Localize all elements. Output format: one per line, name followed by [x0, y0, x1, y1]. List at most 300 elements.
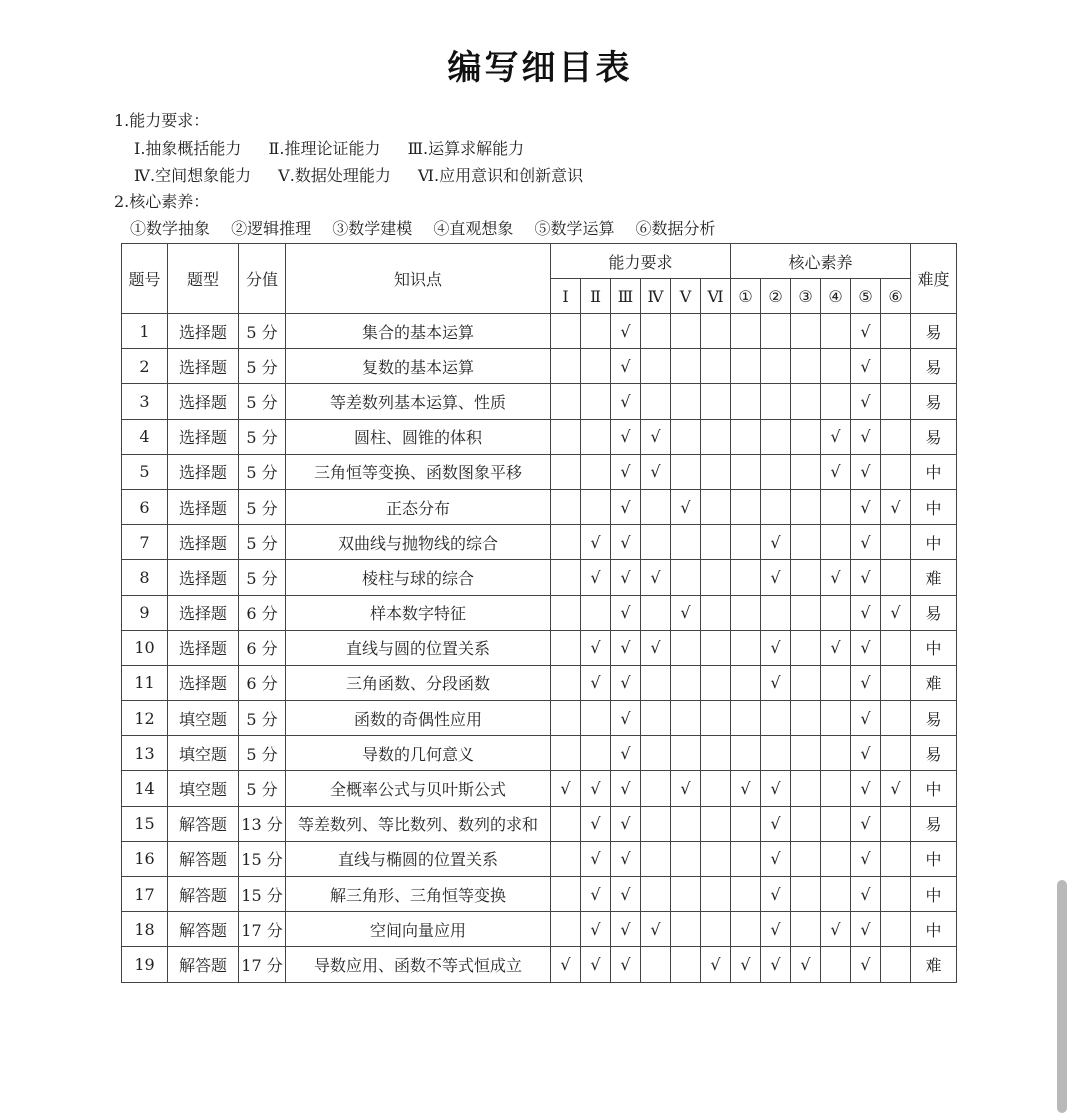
cell-literacy — [821, 595, 851, 630]
cell-number: 17 — [122, 877, 168, 912]
cell-literacy — [791, 525, 821, 560]
cell-literacy: √ — [851, 630, 881, 665]
cell-difficulty: 中 — [911, 912, 957, 947]
cell-literacy — [791, 595, 821, 630]
cell-knowledge: 圆柱、圆锥的体积 — [286, 419, 551, 454]
cell-literacy — [791, 560, 821, 595]
cell-literacy — [731, 736, 761, 771]
cell-ability — [641, 489, 671, 524]
cell-knowledge: 等差数列、等比数列、数列的求和 — [286, 806, 551, 841]
cell-literacy: √ — [761, 630, 791, 665]
cell-number: 7 — [122, 525, 168, 560]
table-row — [122, 701, 957, 736]
cell-ability — [701, 701, 731, 736]
cell-ability — [701, 912, 731, 947]
cell-literacy — [761, 595, 791, 630]
cell-score: 17 分 — [239, 947, 286, 982]
cell-ability: √ — [611, 947, 641, 982]
cell-ability — [641, 841, 671, 876]
cell-literacy: √ — [851, 384, 881, 419]
cell-literacy — [821, 701, 851, 736]
ability-item: Ⅵ.应用意识和创新意识 — [417, 166, 584, 185]
cell-difficulty: 易 — [911, 384, 957, 419]
cell-ability — [671, 349, 701, 384]
cell-literacy: √ — [731, 947, 761, 982]
cell-knowledge: 三角函数、分段函数 — [286, 665, 551, 700]
cell-literacy: √ — [761, 841, 791, 876]
cell-difficulty: 中 — [911, 489, 957, 524]
cell-difficulty: 难 — [911, 665, 957, 700]
cell-ability: √ — [581, 771, 611, 806]
cell-number: 4 — [122, 419, 168, 454]
cell-type: 填空题 — [168, 771, 239, 806]
cell-literacy — [731, 314, 761, 349]
cell-literacy — [791, 841, 821, 876]
cell-ability — [671, 736, 701, 771]
cell-type: 选择题 — [168, 489, 239, 524]
cell-knowledge: 解三角形、三角恒等变换 — [286, 877, 551, 912]
cell-difficulty: 易 — [911, 419, 957, 454]
cell-literacy: √ — [881, 489, 911, 524]
cell-score: 5 分 — [239, 384, 286, 419]
table-row — [122, 489, 957, 524]
cell-ability — [551, 841, 581, 876]
cell-ability — [671, 454, 701, 489]
cell-ability — [701, 560, 731, 595]
cell-ability — [701, 454, 731, 489]
cell-score: 5 分 — [239, 701, 286, 736]
cell-knowledge: 棱柱与球的综合 — [286, 560, 551, 595]
cell-ability — [551, 525, 581, 560]
cell-literacy — [731, 525, 761, 560]
table-row — [122, 349, 957, 384]
cell-type: 解答题 — [168, 877, 239, 912]
cell-type: 选择题 — [168, 349, 239, 384]
cell-literacy — [821, 877, 851, 912]
table-row — [122, 630, 957, 665]
cell-type: 选择题 — [168, 525, 239, 560]
cell-ability — [581, 384, 611, 419]
cell-literacy — [881, 349, 911, 384]
cell-type: 选择题 — [168, 630, 239, 665]
cell-literacy — [821, 314, 851, 349]
cell-difficulty: 中 — [911, 771, 957, 806]
cell-literacy — [791, 806, 821, 841]
cell-score: 6 分 — [239, 595, 286, 630]
literacy-heading: 2.核心素养： — [114, 192, 210, 211]
cell-difficulty: 中 — [911, 525, 957, 560]
header-difficulty: 难度 — [911, 244, 957, 314]
cell-literacy — [731, 701, 761, 736]
cell-literacy — [791, 877, 821, 912]
header-type: 题型 — [168, 244, 239, 314]
cell-literacy: √ — [731, 771, 761, 806]
literacy-item: ④直观想象 — [433, 219, 514, 238]
cell-score: 5 分 — [239, 419, 286, 454]
cell-literacy — [731, 806, 761, 841]
cell-ability: √ — [611, 454, 641, 489]
cell-ability — [671, 314, 701, 349]
cell-type: 选择题 — [168, 384, 239, 419]
cell-ability — [701, 384, 731, 419]
cell-difficulty: 易 — [911, 806, 957, 841]
cell-score: 15 分 — [239, 841, 286, 876]
cell-literacy: √ — [851, 771, 881, 806]
cell-ability — [701, 630, 731, 665]
cell-ability: √ — [611, 595, 641, 630]
cell-literacy — [881, 877, 911, 912]
header-literacy-col: ③ — [791, 279, 821, 314]
cell-literacy: √ — [821, 419, 851, 454]
ability-item: Ⅴ.数据处理能力 — [278, 166, 391, 185]
cell-ability: √ — [611, 560, 641, 595]
cell-literacy: √ — [851, 560, 881, 595]
page-title: 编写细目表 — [447, 48, 633, 88]
literacy-item: ⑥数据分析 — [635, 219, 716, 238]
cell-ability: √ — [611, 314, 641, 349]
cell-ability — [701, 595, 731, 630]
literacy-list — [130, 216, 732, 239]
header-ability-col: Ⅳ — [641, 279, 671, 314]
cell-ability — [641, 314, 671, 349]
cell-literacy: √ — [821, 912, 851, 947]
cell-literacy — [731, 665, 761, 700]
cell-literacy — [881, 841, 911, 876]
table-row — [122, 771, 957, 806]
cell-ability: √ — [581, 912, 611, 947]
header-ability-col: Ⅴ — [671, 279, 701, 314]
cell-ability: √ — [611, 384, 641, 419]
cell-literacy — [881, 806, 911, 841]
cell-literacy — [731, 595, 761, 630]
cell-literacy: √ — [851, 489, 881, 524]
table-row — [122, 665, 957, 700]
table-row — [122, 947, 957, 982]
cell-literacy: √ — [851, 806, 881, 841]
cell-literacy — [821, 947, 851, 982]
cell-type: 解答题 — [168, 841, 239, 876]
cell-literacy: √ — [761, 877, 791, 912]
cell-number: 5 — [122, 454, 168, 489]
table-row — [122, 595, 957, 630]
cell-literacy — [731, 630, 761, 665]
table-body — [122, 314, 957, 983]
cell-ability: √ — [611, 489, 641, 524]
cell-literacy — [791, 314, 821, 349]
cell-ability: √ — [671, 595, 701, 630]
cell-literacy — [821, 665, 851, 700]
cell-ability — [641, 384, 671, 419]
cell-ability — [641, 877, 671, 912]
header-ability-col: Ⅰ — [551, 279, 581, 314]
spec-table — [121, 243, 957, 983]
cell-score: 17 分 — [239, 912, 286, 947]
cell-ability: √ — [611, 771, 641, 806]
cell-ability — [551, 701, 581, 736]
cell-ability — [671, 630, 701, 665]
cell-difficulty: 难 — [911, 947, 957, 982]
cell-ability — [701, 665, 731, 700]
cell-number: 10 — [122, 630, 168, 665]
cell-knowledge: 集合的基本运算 — [286, 314, 551, 349]
cell-knowledge: 正态分布 — [286, 489, 551, 524]
cell-literacy: √ — [851, 349, 881, 384]
cell-score: 5 分 — [239, 314, 286, 349]
cell-literacy — [881, 384, 911, 419]
header-ability-col: Ⅱ — [581, 279, 611, 314]
literacy-item: ⑤数学运算 — [534, 219, 615, 238]
cell-ability: √ — [581, 877, 611, 912]
cell-literacy: √ — [851, 525, 881, 560]
cell-literacy — [791, 349, 821, 384]
cell-knowledge: 直线与圆的位置关系 — [286, 630, 551, 665]
cell-ability: √ — [611, 912, 641, 947]
ability-item: Ⅲ.运算求解能力 — [407, 139, 525, 158]
cell-ability — [641, 595, 671, 630]
cell-literacy — [881, 947, 911, 982]
cell-ability — [701, 489, 731, 524]
cell-literacy — [881, 912, 911, 947]
table-row — [122, 877, 957, 912]
cell-literacy: √ — [851, 454, 881, 489]
cell-literacy — [881, 525, 911, 560]
cell-literacy — [821, 384, 851, 419]
cell-score: 6 分 — [239, 630, 286, 665]
cell-literacy — [761, 419, 791, 454]
cell-literacy — [731, 349, 761, 384]
cell-ability — [551, 560, 581, 595]
cell-difficulty: 易 — [911, 349, 957, 384]
cell-literacy — [791, 665, 821, 700]
cell-ability: √ — [641, 912, 671, 947]
cell-ability — [551, 912, 581, 947]
cell-ability — [671, 560, 701, 595]
cell-literacy — [731, 841, 761, 876]
cell-ability — [581, 314, 611, 349]
cell-score: 15 分 — [239, 877, 286, 912]
cell-ability — [551, 665, 581, 700]
cell-literacy — [881, 419, 911, 454]
cell-ability: √ — [641, 419, 671, 454]
cell-score: 6 分 — [239, 665, 286, 700]
header-knowledge: 知识点 — [286, 244, 551, 314]
cell-ability: √ — [581, 841, 611, 876]
ability-item: Ⅱ.推理论证能力 — [268, 139, 381, 158]
cell-score: 5 分 — [239, 525, 286, 560]
cell-literacy: √ — [791, 947, 821, 982]
cell-type: 选择题 — [168, 665, 239, 700]
cell-ability — [701, 419, 731, 454]
cell-ability: √ — [611, 806, 641, 841]
cell-literacy — [881, 701, 911, 736]
cell-ability: √ — [641, 560, 671, 595]
cell-ability: √ — [611, 525, 641, 560]
cell-knowledge: 复数的基本运算 — [286, 349, 551, 384]
cell-ability: √ — [671, 771, 701, 806]
cell-literacy: √ — [851, 314, 881, 349]
cell-ability: √ — [581, 630, 611, 665]
cell-literacy: √ — [761, 947, 791, 982]
table-row — [122, 560, 957, 595]
table-row — [122, 841, 957, 876]
cell-knowledge: 函数的奇偶性应用 — [286, 701, 551, 736]
cell-literacy — [791, 630, 821, 665]
cell-ability: √ — [611, 701, 641, 736]
header-literacy-col: ① — [731, 279, 761, 314]
cell-literacy: √ — [821, 630, 851, 665]
cell-score: 5 分 — [239, 560, 286, 595]
cell-literacy — [821, 349, 851, 384]
cell-knowledge: 样本数字特征 — [286, 595, 551, 630]
cell-ability — [671, 701, 701, 736]
cell-ability — [551, 314, 581, 349]
cell-knowledge: 直线与椭圆的位置关系 — [286, 841, 551, 876]
cell-ability — [671, 841, 701, 876]
cell-ability — [701, 736, 731, 771]
cell-ability: √ — [611, 419, 641, 454]
cell-difficulty: 中 — [911, 877, 957, 912]
cell-ability: √ — [551, 771, 581, 806]
cell-type: 解答题 — [168, 806, 239, 841]
cell-ability: √ — [581, 806, 611, 841]
cell-ability — [641, 701, 671, 736]
cell-type: 选择题 — [168, 314, 239, 349]
cell-literacy: √ — [761, 771, 791, 806]
cell-literacy: √ — [881, 771, 911, 806]
cell-ability: √ — [581, 560, 611, 595]
cell-literacy: √ — [761, 560, 791, 595]
cell-literacy — [731, 419, 761, 454]
cell-score: 5 分 — [239, 736, 286, 771]
cell-literacy — [731, 877, 761, 912]
cell-literacy — [761, 384, 791, 419]
cell-ability — [551, 349, 581, 384]
header-literacy-col: ④ — [821, 279, 851, 314]
cell-difficulty: 易 — [911, 736, 957, 771]
ability-heading: 1.能力要求： — [114, 111, 210, 130]
cell-ability: √ — [641, 454, 671, 489]
cell-literacy — [821, 771, 851, 806]
cell-ability: √ — [641, 630, 671, 665]
cell-score: 13 分 — [239, 806, 286, 841]
table-row — [122, 384, 957, 419]
cell-literacy: √ — [821, 560, 851, 595]
cell-ability: √ — [551, 947, 581, 982]
cell-type: 填空题 — [168, 736, 239, 771]
cell-ability — [551, 454, 581, 489]
cell-number: 13 — [122, 736, 168, 771]
cell-literacy — [821, 489, 851, 524]
cell-ability: √ — [671, 489, 701, 524]
cell-number: 2 — [122, 349, 168, 384]
cell-literacy — [761, 314, 791, 349]
cell-literacy — [881, 560, 911, 595]
cell-ability — [671, 419, 701, 454]
cell-literacy — [821, 841, 851, 876]
cell-knowledge: 等差数列基本运算、性质 — [286, 384, 551, 419]
cell-literacy — [881, 665, 911, 700]
cell-ability — [581, 349, 611, 384]
cell-literacy — [761, 736, 791, 771]
cell-literacy — [761, 489, 791, 524]
cell-number: 9 — [122, 595, 168, 630]
cell-type: 选择题 — [168, 454, 239, 489]
cell-literacy — [791, 419, 821, 454]
cell-type: 填空题 — [168, 701, 239, 736]
cell-ability: √ — [701, 947, 731, 982]
cell-number: 15 — [122, 806, 168, 841]
cell-literacy — [731, 384, 761, 419]
cell-ability: √ — [611, 877, 641, 912]
cell-literacy — [821, 736, 851, 771]
cell-literacy — [731, 489, 761, 524]
cell-literacy: √ — [851, 701, 881, 736]
cell-ability — [671, 806, 701, 841]
cell-ability: √ — [611, 665, 641, 700]
cell-ability: √ — [611, 736, 641, 771]
table-row — [122, 454, 957, 489]
table-row — [122, 736, 957, 771]
cell-knowledge: 双曲线与抛物线的综合 — [286, 525, 551, 560]
cell-ability — [641, 806, 671, 841]
cell-score: 5 分 — [239, 454, 286, 489]
header-literacy-col: ⑥ — [881, 279, 911, 314]
cell-literacy — [791, 701, 821, 736]
cell-literacy: √ — [851, 595, 881, 630]
cell-difficulty: 中 — [911, 841, 957, 876]
cell-difficulty: 中 — [911, 630, 957, 665]
cell-literacy: √ — [851, 665, 881, 700]
cell-number: 8 — [122, 560, 168, 595]
cell-literacy: √ — [821, 454, 851, 489]
cell-ability — [641, 665, 671, 700]
cell-number: 19 — [122, 947, 168, 982]
cell-number: 3 — [122, 384, 168, 419]
cell-number: 11 — [122, 665, 168, 700]
cell-ability — [671, 665, 701, 700]
cell-difficulty: 易 — [911, 701, 957, 736]
cell-knowledge: 空间向量应用 — [286, 912, 551, 947]
table-row — [122, 912, 957, 947]
cell-ability: √ — [581, 525, 611, 560]
cell-type: 选择题 — [168, 595, 239, 630]
cell-ability — [551, 877, 581, 912]
cell-type: 选择题 — [168, 419, 239, 454]
cell-literacy — [881, 736, 911, 771]
header-number: 题号 — [122, 244, 168, 314]
scrollbar-thumb[interactable] — [1057, 880, 1067, 1113]
cell-literacy — [821, 806, 851, 841]
cell-ability — [581, 701, 611, 736]
header-literacy-col: ② — [761, 279, 791, 314]
cell-number: 6 — [122, 489, 168, 524]
literacy-item: ③数学建模 — [332, 219, 413, 238]
cell-ability — [551, 489, 581, 524]
cell-ability — [701, 806, 731, 841]
cell-ability — [581, 736, 611, 771]
cell-literacy — [791, 489, 821, 524]
table-row — [122, 806, 957, 841]
cell-difficulty: 中 — [911, 454, 957, 489]
header-score: 分值 — [239, 244, 286, 314]
cell-literacy: √ — [851, 877, 881, 912]
cell-ability — [641, 771, 671, 806]
cell-literacy — [791, 912, 821, 947]
cell-ability — [701, 841, 731, 876]
cell-difficulty: 难 — [911, 560, 957, 595]
cell-ability — [701, 525, 731, 560]
cell-score: 5 分 — [239, 771, 286, 806]
